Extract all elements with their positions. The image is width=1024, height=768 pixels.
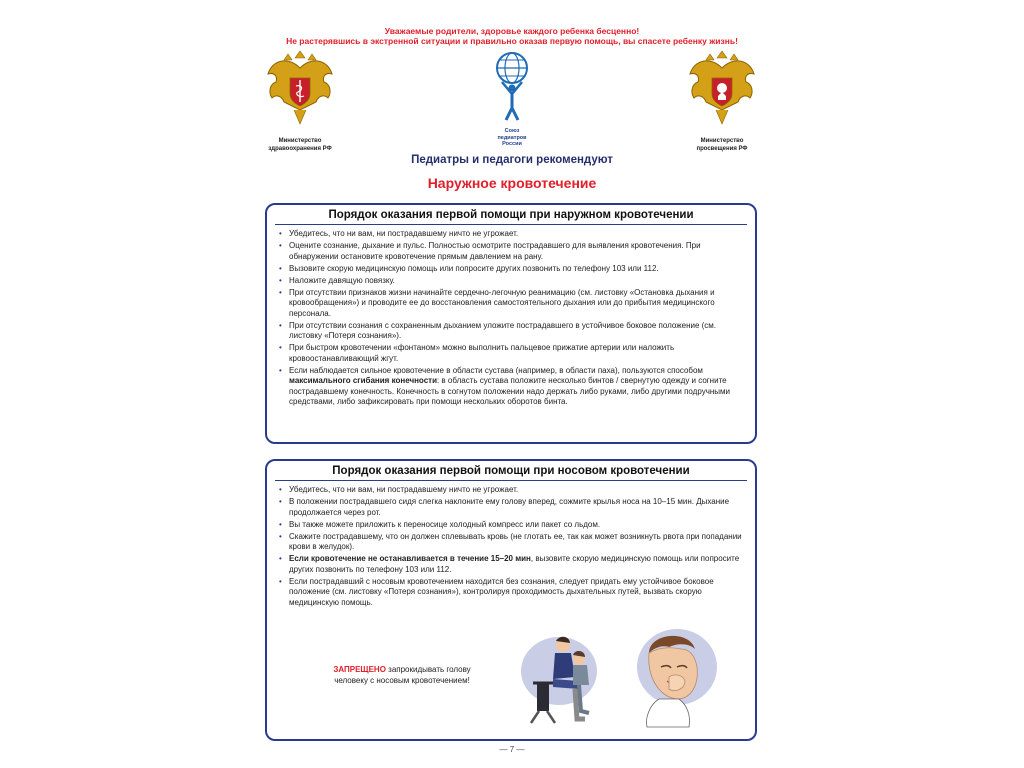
list-item: • Наложите давящую повязку. [279, 275, 395, 285]
right-ministry-line-1: Министерство [700, 138, 744, 144]
subheading: Педиатры и педагоги рекомендуют [411, 154, 613, 166]
list-item: • Вызовите скорую медицинскую помощь или попросите других позвонить по телефону 103 или 112. [279, 263, 659, 273]
section1-list [267, 229, 755, 408]
nosebleed-panel [265, 459, 757, 741]
left-ministry-line-2: здравоохранения РФ [268, 146, 332, 152]
list-item: • Скажите пострадавшему, что он должен сплевывать кровь (не глотать ее, так как может возникнуть рвота при попадании крови в желудок). [279, 531, 742, 551]
list-item: • Убедитесь, что ни вам, ни пострадавшему ничто не угрожает. [279, 485, 519, 494]
section2-list [267, 485, 755, 608]
header-line-1: Уважаемые родители, здоровье каждого ребенка бесценно! [384, 26, 640, 36]
list-item: • Оцените сознание, дыхание и пульс. Полностью осмотрите пострадавшего для выявления кровотечения. При обнаружении остановите кровотечение прямым давлением на рану. [279, 241, 701, 261]
right-ministry-label [667, 137, 777, 153]
adult-child-illustration [519, 631, 619, 731]
boy-nosebleed-illustration [619, 627, 719, 731]
list-item: • В положении пострадавшего сидя слегка наклоните ему голову вперед, сожмите крылья носа на 10–15 мин. Дыхание продолжается через рот. [279, 497, 730, 517]
center-org-line-1: Союз [504, 128, 520, 134]
section2-title: Порядок оказания первой помощи при носовом кровотечении [332, 465, 690, 477]
list-item: • При отсутствии признаков жизни начинайте сердечно-легочную реанимацию (см. листовку «Остановка дыхания и кровообращения») и проводите ее до восстановления самостоятельного дыхания или до прибытия медицинского персонала. [279, 287, 715, 318]
list-item: • Если пострадавший с носовым кровотечением находится без сознания, следует придать ему устойчивое боковое положение (см. листовку «Потеря сознания»), контролируя проходимость дыхательных путей, вызвать скорую медицинскую помощь. [279, 576, 714, 607]
section1-title: Порядок оказания первой помощи при наружном кровотечении [328, 209, 694, 221]
list-item: • Если кровотечение не останавливается в течение 15–20 мин, вызовите скорую медицинскую помощь или попросите других позвонить по телефону 103 или 112. [279, 554, 740, 574]
section1-divider [275, 224, 747, 225]
warning-text: ЗАПРЕЩЕНО запрокидывать голову человеку с носовым кровотечением! [333, 665, 471, 685]
list-item: • Вы также можете приложить к переносице холодный компресс или пакет со льдом. [279, 519, 601, 529]
page-title: Наружное кровотечение [427, 175, 597, 191]
section2-divider [275, 480, 747, 481]
center-org-line-3: России [502, 141, 522, 147]
right-ministry-line-2: просвещения РФ [696, 146, 748, 152]
list-item: • При отсутствии сознания с сохраненным дыханием уложите пострадавшего в устойчивое боковое положение (см. листовку «Потеря сознания»). [279, 320, 717, 340]
ministry-health-emblem [262, 50, 338, 130]
page-number: — 7 — [499, 745, 525, 754]
list-item: • Убедитесь, что ни вам, ни пострадавшему ничто не угрожает. [279, 229, 519, 238]
ministry-education-emblem [684, 50, 760, 130]
center-org-label [457, 128, 567, 148]
left-ministry-line-1: Министерство [278, 138, 322, 144]
left-ministry-label [245, 137, 355, 153]
pediatricians-union-logo [488, 48, 536, 134]
warning-bold: ЗАПРЕЩЕНО [333, 665, 386, 674]
external-bleeding-panel [265, 203, 757, 444]
list-item: • Если наблюдается сильное кровотечение в области сустава (например, в области паха), пользуются способом максимального сгибания конечности: в область сустава положите несколько бинтов / свернутую одежду и согните пострадавшему конечность. Конечность в согнутом положении надо держать либо руками, либо другими подручными средствами, либо зафиксировать при помощи нескольких оборотов бинта. [279, 365, 731, 406]
center-org-line-2: педиатров [497, 134, 527, 141]
header-line-2: Не растерявшись в экстренной ситуации и правильно оказав первую помощь, вы спасете ребенку жизнь! [286, 36, 738, 46]
list-item: • При быстром кровотечении «фонтаном» можно выполнить пальцевое прижатие артерии или наложить кровоостанавливающий жгут. [279, 343, 675, 363]
